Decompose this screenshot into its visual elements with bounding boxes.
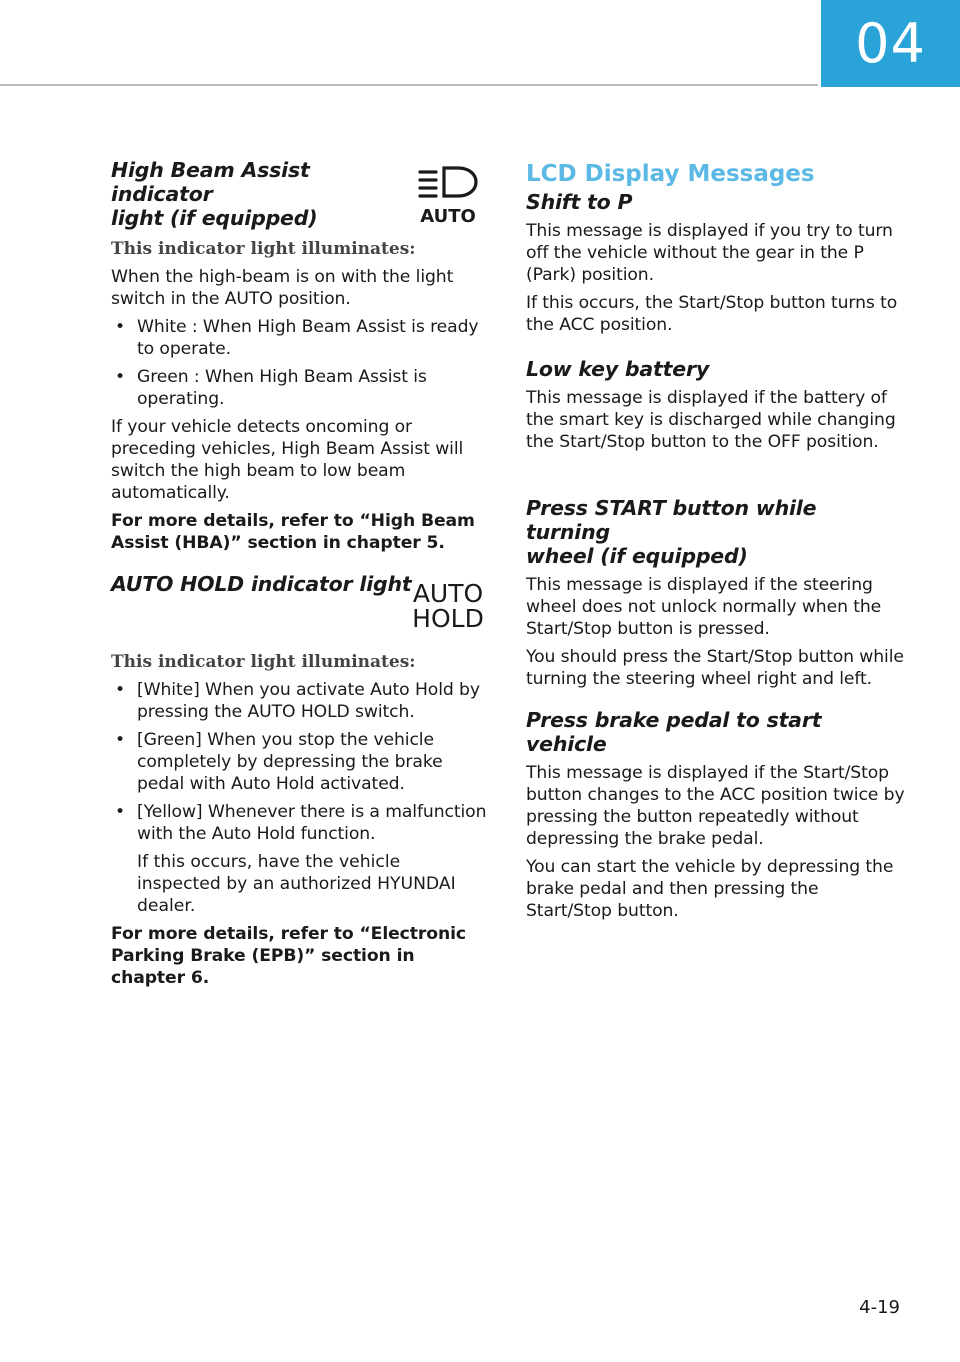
brake-p2: You can start the vehicle by depressing the brake pedal and then pressing the Start/Stop button. (526, 857, 894, 921)
autohold-title: AUTO HOLD indicator light (111, 572, 412, 596)
lcd-section-title: LCD Display Messages (526, 161, 815, 187)
lowkey-title: Low key battery (526, 357, 710, 381)
pressstart-p1: This message is displayed if the steering wheel does not unlock normally when the Start/Stop button is pressed. (526, 575, 882, 639)
pressstart-title-line1: Press START button while turning (526, 496, 817, 544)
shift-p1: This message is displayed if you try to turn off the vehicle without the gear in the P (Park) position. (526, 221, 893, 285)
hba-icon-label: AUTO (420, 206, 476, 226)
press-start-button (526, 496, 906, 696)
list-item: • [White] When you activate Auto Hold by pressing the AUTO HOLD switch. (111, 679, 487, 723)
brake-title: Press brake pedal to start vehicle (526, 708, 822, 756)
hba-intro: When the high-beam is on with the light switch in the AUTO position. (111, 267, 454, 309)
autohold-reference: For more details, refer to “Electronic Parking Brake (EPB)” section in chapter 6. (111, 924, 466, 988)
high-beam-assist-icon (416, 162, 480, 226)
list-item: • Green : When High Beam Assist is operating. (111, 366, 487, 410)
autohold-lead: This indicator light illuminates: (111, 652, 416, 672)
autohold-bullets (111, 679, 487, 845)
auto-hold-icon (408, 580, 488, 630)
lowkey-p1: This message is displayed if the battery of the smart key is discharged while changing the Start/Stop button to the OFF position. (526, 388, 896, 452)
header-rule (0, 84, 818, 86)
auto-hold-icon-line2: HOLD (412, 604, 484, 630)
auto-hold-icon-line1: AUTO (412, 580, 484, 608)
autohold-body (111, 651, 487, 995)
pressstart-p2: You should press the Start/Stop button while turning the steering wheel right and left. (526, 647, 904, 689)
hba-title: High Beam Assist indicator light (if equipped) (111, 158, 318, 230)
list-item: • [Yellow] Whenever there is a malfunction with the Auto Hold function. (111, 801, 487, 845)
hba-reference: For more details, refer to “High Beam Assist (HBA)” section in chapter 5. (111, 511, 475, 553)
chapter-tab: 04 (821, 0, 960, 87)
page-number: 4-19 (859, 1297, 900, 1318)
list-item: • White : When High Beam Assist is ready to operate. (111, 316, 487, 360)
hba-lead: This indicator light illuminates: (111, 239, 416, 259)
brake-p1: This message is displayed if the Start/Stop button changes to the ACC position twice by pressing the button repeatedly without depressing the brake pedal. (526, 763, 905, 849)
shift-title: Shift to P (526, 190, 633, 214)
autohold-note: If this occurs, have the vehicle inspected by an authorized HYUNDAI dealer. (137, 852, 456, 916)
pressstart-title-line2: wheel (if equipped) (526, 544, 748, 568)
shift-to-p (526, 190, 906, 342)
low-key-battery (526, 357, 906, 459)
hba-detect-text: If your vehicle detects oncoming or preceding vehicles, High Beam Assist will switch the high beam to low beam automatically. (111, 417, 464, 503)
hba-body (111, 238, 487, 560)
press-brake-pedal (526, 708, 906, 928)
list-item: • [Green] When you stop the vehicle completely by depressing the brake pedal with Auto Hold activated. (111, 729, 487, 795)
shift-p2: If this occurs, the Start/Stop button turns to the ACC position. (526, 293, 898, 335)
hba-bullets (111, 316, 487, 410)
